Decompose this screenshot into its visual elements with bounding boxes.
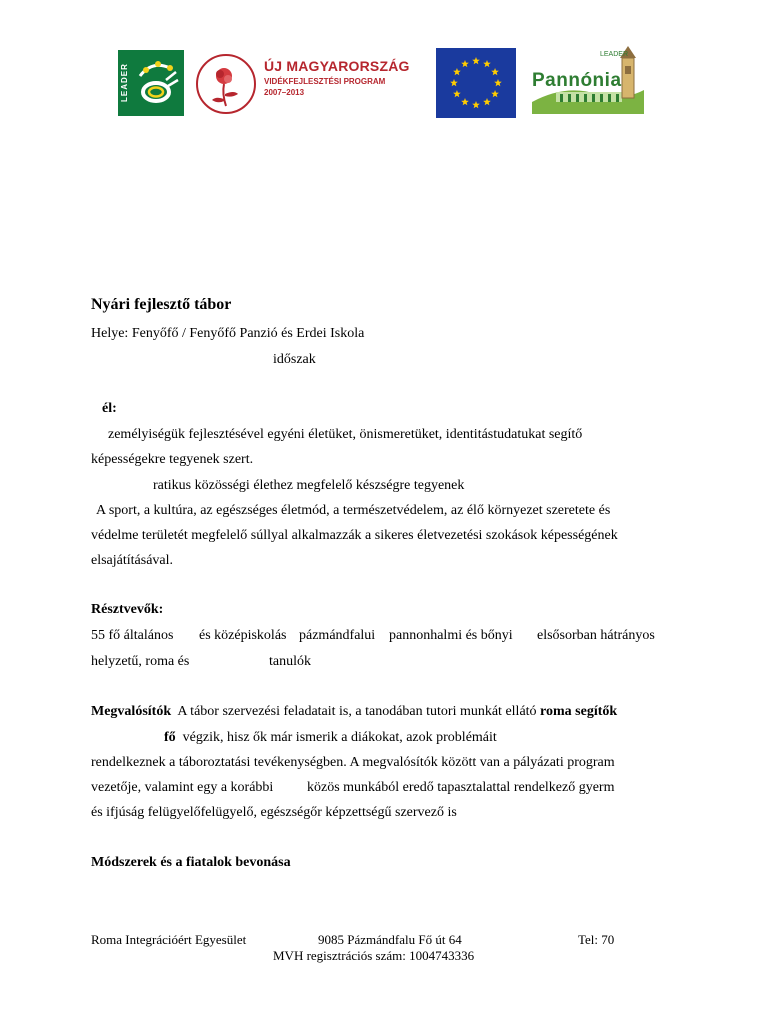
pannonia-small-text: LEADER [600, 51, 629, 58]
eu-star-icon [483, 98, 491, 105]
location-line: Helye: Fenyőfő / Fenyőfő Panzió és Erdei Iskola [91, 326, 365, 341]
eu-star-icon [491, 68, 499, 75]
eu-star-icon [450, 79, 458, 86]
eu-star-icon [483, 60, 491, 67]
leader-emblem-icon [118, 50, 184, 116]
goal-line-2: képességekre tegyenek szert. [91, 452, 254, 467]
goal-line-1: zemélyiségük fejlesztésével egyéni életüket, önismeretüket, identitástudatukat segítő [108, 427, 583, 442]
goal-line-5: védelme területét megfelelő súllyal alkalmazzák a sikeres életvezetési szokások képességének [91, 528, 618, 543]
leader-logo-text: LEADER [120, 63, 129, 103]
participants-line-1a: 55 fő általános [91, 628, 174, 643]
implementers-line-1 [91, 703, 617, 721]
participants-line-1b: és középiskolás [199, 628, 287, 643]
leader-logo [118, 50, 184, 116]
period-line: időszak [273, 352, 316, 367]
participants-heading: Résztvevők: [91, 602, 164, 617]
uj-magyarorszag-emblem [194, 52, 258, 116]
document-title: Nyári fejlesztő tábor [91, 296, 232, 313]
uj-magyarorszag-title: ÚJ MAGYARORSZÁG [264, 58, 410, 74]
implementers-heading: Megvalósítók [91, 704, 172, 719]
goal-line-4: A sport, a kultúra, az egészséges életmód, a természetvédelem, az élő környezet szeretete és [96, 503, 611, 518]
goal-line-3: ratikus közösségi élethez megfelelő készségre tegyenek [153, 478, 465, 493]
eu-star-icon [472, 57, 480, 64]
participants-line-2a: helyzetű, roma és [91, 654, 190, 669]
eu-star-icon [461, 98, 469, 105]
uj-magyarorszag-years: 2007–2013 [264, 88, 305, 97]
eu-star-icon [491, 90, 499, 97]
methods-heading: Módszerek és a fiatalok bevonása [91, 855, 291, 870]
implementers-bold-2: fő [164, 730, 176, 745]
implementers-text-2: végzik, hisz ők már ismerik a diákokat, azok problémáit [182, 730, 497, 745]
participants-line-1d: pannonhalmi és bőnyi [389, 628, 513, 643]
eu-star-icon [472, 101, 480, 108]
uj-magyarorszag-subtitle: VIDÉKFEJLESZTÉSI PROGRAM [264, 77, 386, 86]
pannonia-logo [526, 44, 648, 118]
goal-heading: él: [102, 401, 117, 416]
implementers-line-4b: közös munkából eredő tapasztalattal rendelkező gyerm [307, 780, 615, 795]
eu-star-icon [453, 68, 461, 75]
implementers-line-2 [164, 729, 497, 747]
eu-flag [436, 48, 516, 118]
eu-star-icon [494, 79, 502, 86]
pannonia-word: Pannónia [532, 70, 622, 91]
goal-line-6: elsajátításával. [91, 553, 174, 568]
implementers-line-4a: vezetője, valamint egy a korábbi [91, 780, 274, 795]
logo-header [0, 44, 768, 120]
implementers-bold-1: roma segítők [540, 704, 618, 719]
eu-star-icon [453, 90, 461, 97]
footer-address: 9085 Pázmándfalu Fő út 64 [318, 932, 462, 947]
uj-magyarorszag-wordmark [264, 58, 414, 98]
eu-star-icon [461, 60, 469, 67]
footer-organization: Roma Integrációért Egyesület [91, 932, 247, 947]
footer-registration: MVH regisztrációs szám: 1004743336 [273, 948, 475, 963]
implementers-line-3: rendelkeznek a táboroztatási tevékenységben. A megvalósítók között van a pályázati program [91, 755, 615, 770]
participants-line-2b: tanulók [269, 654, 311, 669]
implementers-text-1: A tábor szervezési feladatait is, a tanodában tutori munkát ellátó [177, 704, 537, 719]
participants-line-1c: pázmándfalui [299, 628, 376, 643]
implementers-line-5: és ifjúság felügyelőfelügyelő, egészségőr képzettségű szervező is [91, 805, 457, 820]
footer-telephone: Tel: 70 [578, 932, 615, 947]
rose-emblem-icon [194, 52, 258, 116]
eu-stars-flag-icon [436, 48, 516, 118]
participants-line-1e: elsősorban hátrányos [537, 628, 655, 643]
